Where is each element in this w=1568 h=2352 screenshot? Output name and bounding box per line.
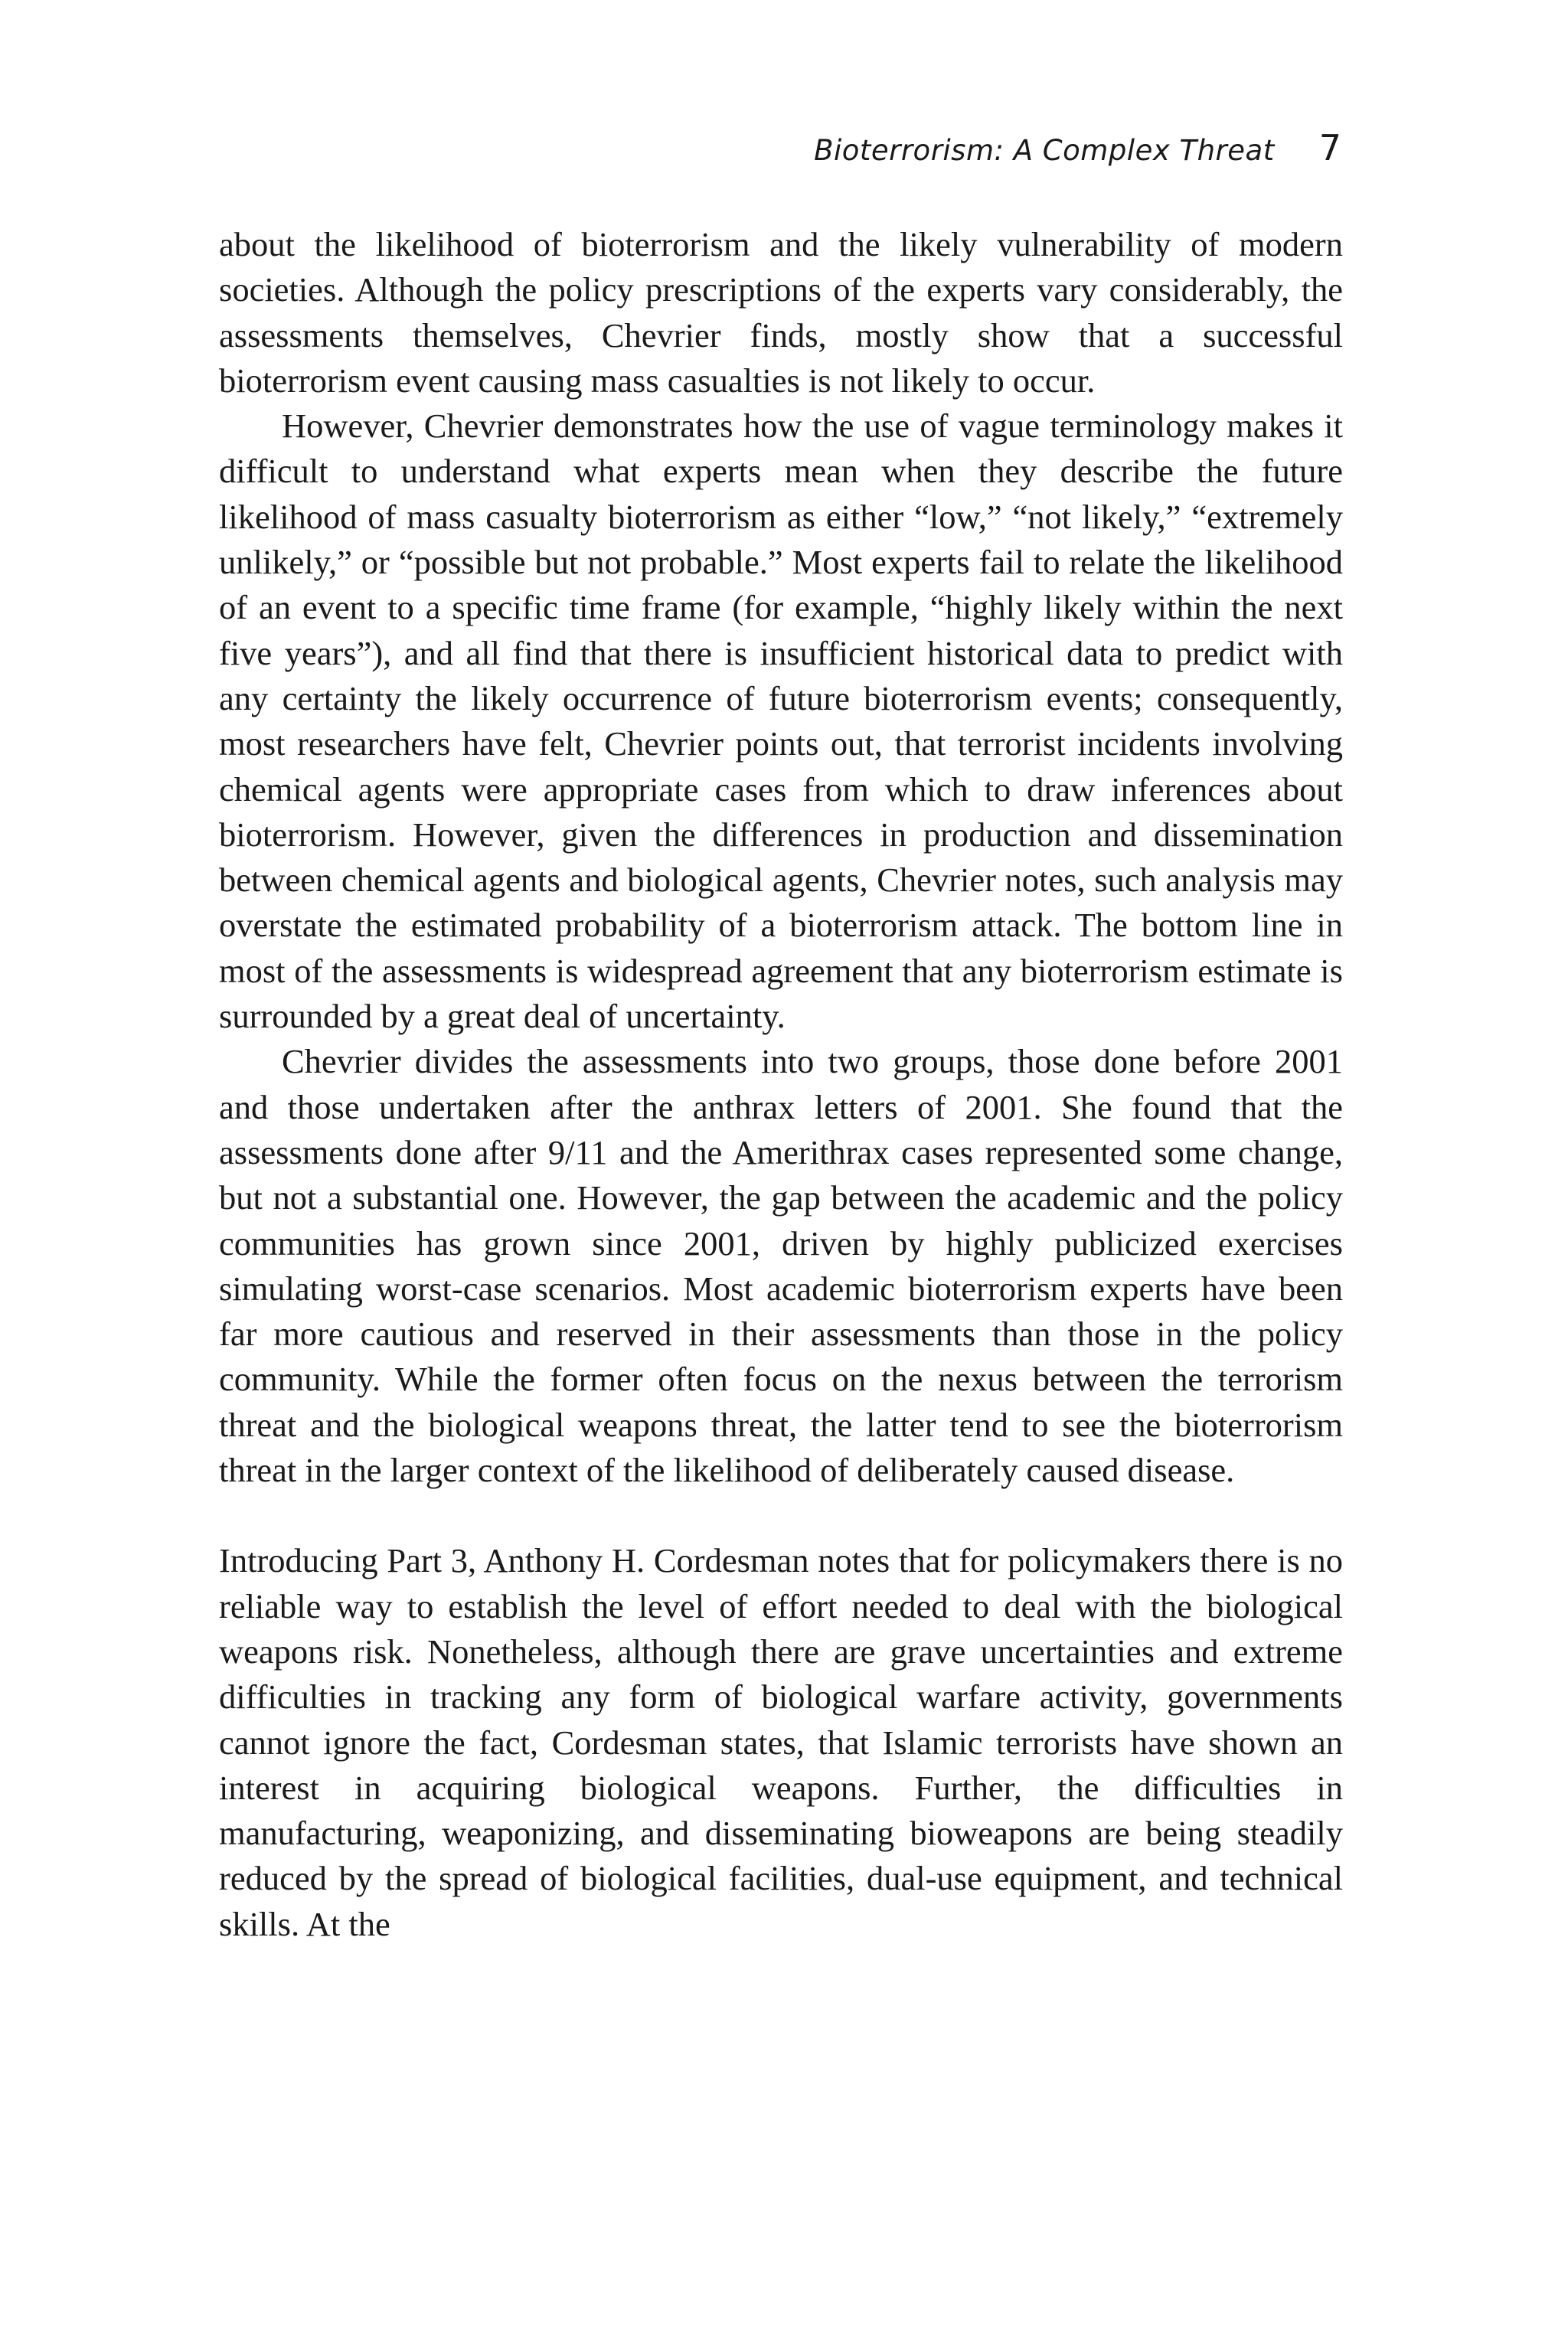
running-head-title: Bioterrorism: A Complex Threat — [814, 134, 1275, 167]
paragraph-continued: about the likelihood of bioterrorism and the likely vulnerability of modern societies. Although the policy prescriptions of the experts vary considerably, the assessments themselves, Chevrier finds, mostly show that a successful bioterrorism event causing mass casualties is not likely to occur. — [219, 225, 1343, 400]
body-text — [219, 222, 1343, 1947]
page-number: 7 — [1318, 127, 1341, 168]
paragraph: Chevrier divides the assessments into two groups, those done before 2001 and those undertaken after the anthrax letters of 2001. She found that the assessments done after 9/11 and the Amerithrax cases represented some change, but not a substantial one. However, the gap between the academic and the policy communities has grown since 2001, driven by highly publicized exercises simulating worst-case scenarios. Most academic bioterrorism experts have been far more cautious and reserved in their assessments than those in the policy community. While the former often focus on the nexus between the terrorism threat and the biological weapons threat, the latter tend to see the bioterrorism threat in the larger context of the likelihood of deliberately caused disease. — [219, 1042, 1343, 1490]
section-opening-paragraph: Introducing Part 3, Anthony H. Cordesman notes that for policymakers there is no reliable way to establish the level of effort needed to deal with the biological weapons risk. Nonetheless, although there are grave uncertainties and extreme difficulties in tracking any form of biological warfare activity, governments cannot ignore the fact, Cordesman states, that Islamic terrorists have shown an interest in acquiring biological weapons. Further, the difficulties in manufacturing, weaponizing, and disseminating bioweapons are being steadily reduced by the spread of biological facilities, dual-use equipment, and technical skills. At the — [219, 1541, 1343, 1943]
running-head — [219, 127, 1341, 173]
paragraph: However, Chevrier demonstrates how the use of vague terminology makes it difficult to understand what experts mean when they describe the future likelihood of mass casualty bioterrorism as either “low,” “not likely,” “extremely unlikely,” or “possible but not probable.” Most experts fail to relate the likelihood of an event to a specific time frame (for example, “highly likely within the next five years”), and all find that there is insufficient historical data to predict with any certainty the likely occurrence of future bioterrorism events; consequently, most researchers have felt, Chevrier points out, that terrorist incidents involving chemical agents were appropriate cases from which to draw inferences about bioterrorism. However, given the differences in production and dissemination between chemical agents and biological agents, Chevrier notes, such analysis may overstate the estimated probability of a bioterrorism attack. The bottom line in most of the assessments is widespread agreement that any bioterrorism estimate is surrounded by a great deal of uncertainty. — [219, 407, 1343, 1036]
